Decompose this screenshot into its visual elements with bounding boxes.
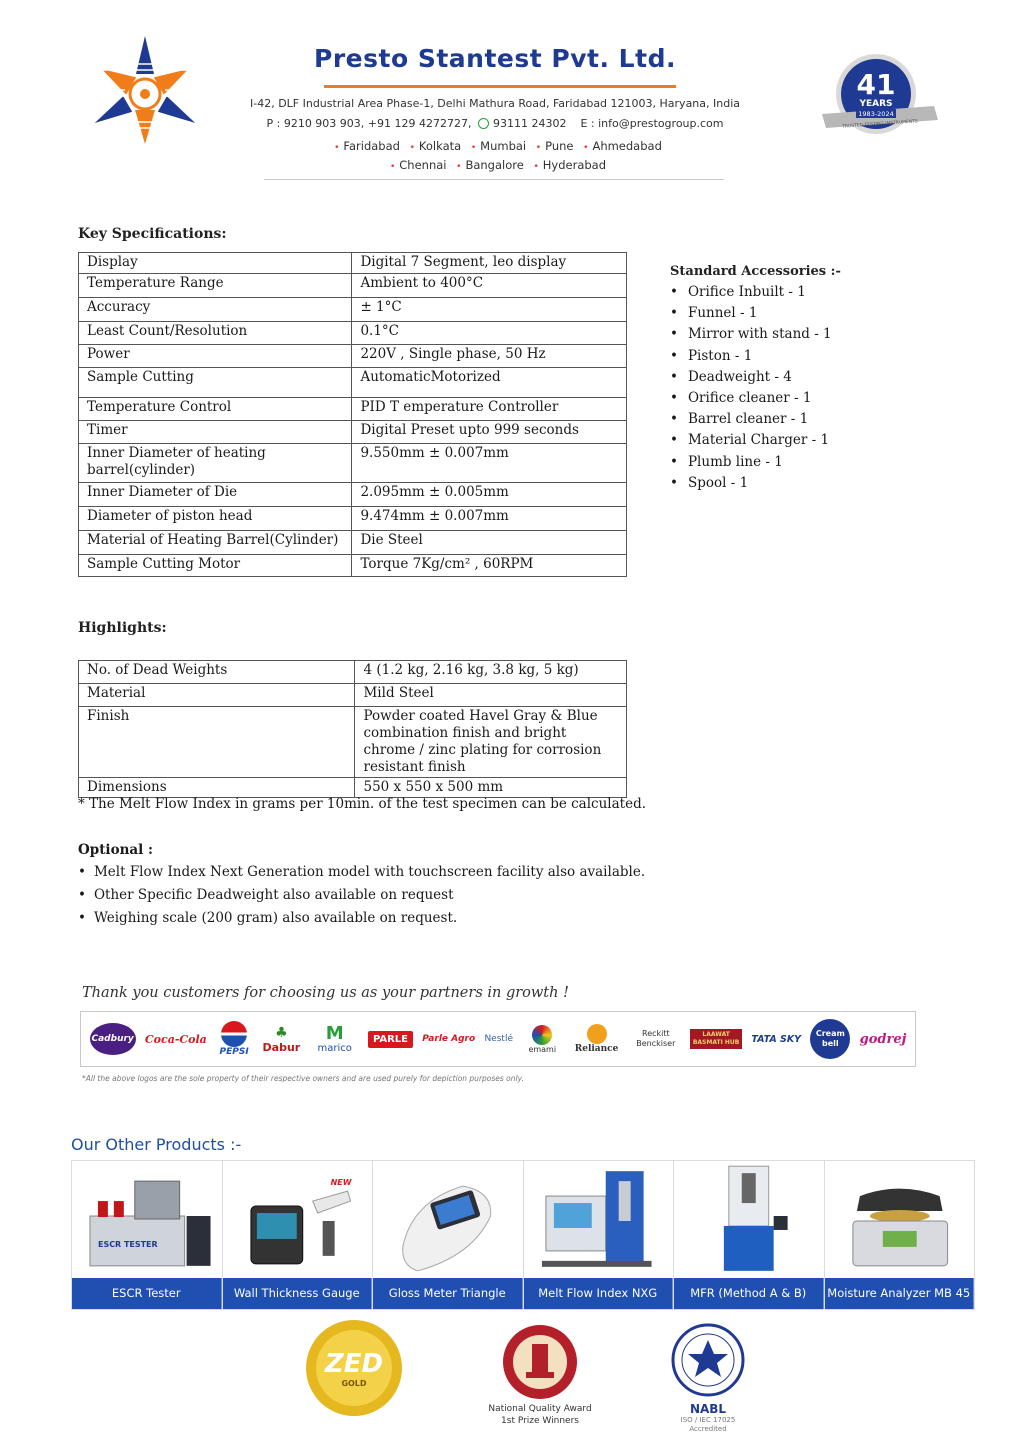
highlight-value: 550 x 550 x 500 mm bbox=[355, 778, 627, 798]
spec-label: Power bbox=[79, 345, 352, 368]
accessory-item: • Spool - 1 bbox=[670, 475, 832, 496]
spec-row bbox=[79, 368, 627, 398]
accessories-title: Standard Accessories :- bbox=[670, 264, 841, 279]
badge-ribbon: TRUSTED TESTING INSTRUMENTS bbox=[842, 119, 918, 130]
accessory-item: • Barrel cleaner - 1 bbox=[670, 411, 832, 432]
wall-thickness-gauge-image bbox=[223, 1161, 373, 1279]
spec-value: Ambient to 400°C bbox=[352, 274, 627, 298]
spec-label: Material of Heating Barrel(Cylinder) bbox=[79, 531, 352, 555]
highlights-title: Highlights: bbox=[78, 620, 167, 636]
badge-years: 1983-2024 bbox=[858, 110, 894, 118]
highlight-row bbox=[79, 684, 627, 707]
city: Hyderabad bbox=[542, 158, 607, 172]
spec-row bbox=[79, 398, 627, 421]
product-card-gloss-meter[interactable] bbox=[373, 1161, 524, 1309]
whatsapp-number: 93111 24302 bbox=[492, 117, 567, 130]
cream-bell-logo: Cream bell bbox=[810, 1019, 850, 1059]
dabur-logo: ♣ Dabur bbox=[262, 1024, 301, 1054]
spec-row bbox=[79, 555, 627, 577]
tata-sky-logo: TATA SKY bbox=[751, 1033, 802, 1045]
spec-row bbox=[79, 421, 627, 444]
spec-value: Digital Preset upto 999 seconds bbox=[352, 421, 627, 444]
accessory-item: • Orifice cleaner - 1 bbox=[670, 390, 832, 411]
laawat-logo: LAAWAT BASMATI HUB bbox=[690, 1029, 742, 1049]
spec-value: Die Steel bbox=[352, 531, 627, 555]
phone-numbers: P : 9210 903 903, +91 129 4272727, bbox=[266, 117, 472, 130]
header-divider bbox=[264, 179, 724, 180]
city: Faridabad bbox=[343, 139, 400, 153]
product-label: Gloss Meter Triangle bbox=[373, 1278, 523, 1309]
accessory-item: • Funnel - 1 bbox=[670, 305, 832, 326]
city: Mumbai bbox=[480, 139, 527, 153]
whatsapp-icon bbox=[478, 118, 489, 129]
national-quality-award-line-1: National Quality Award bbox=[488, 1404, 592, 1414]
nestle-logo: Nestlé bbox=[484, 1034, 513, 1044]
zed-gold-award-icon bbox=[302, 1316, 406, 1420]
accessory-item: • Deadweight - 4 bbox=[670, 369, 832, 390]
city: Kolkata bbox=[418, 139, 462, 153]
anniversary-badge-icon bbox=[818, 50, 940, 150]
reliance-logo: Reliance bbox=[572, 1024, 622, 1054]
spec-label: Accuracy bbox=[79, 298, 352, 322]
national-quality-award-emblem-icon bbox=[500, 1322, 580, 1404]
spec-label: Inner Diameter of heating barrel(cylinder) bbox=[79, 444, 352, 483]
spec-label: Diameter of piston head bbox=[79, 507, 352, 531]
svg-text:ZED: ZED bbox=[324, 1349, 384, 1379]
spec-label: Temperature Range bbox=[79, 274, 352, 298]
city: Bangalore bbox=[465, 158, 524, 172]
parle-logo: PARLE bbox=[368, 1031, 413, 1048]
product-label: Wall Thickness Gauge bbox=[223, 1278, 373, 1309]
mfi-note: * The Melt Flow Index in grams per 10min. of the test specimen can be calculated. bbox=[78, 796, 647, 812]
spec-label: Sample Cutting bbox=[79, 368, 352, 398]
coca-cola-logo: Coca-Cola bbox=[144, 1032, 207, 1046]
spec-row bbox=[79, 345, 627, 368]
spec-value: ± 1°C bbox=[352, 298, 627, 322]
escr-tester-image bbox=[72, 1161, 222, 1279]
badge-word: YEARS bbox=[859, 99, 893, 109]
customer-logos-strip bbox=[80, 1011, 916, 1067]
spec-label: Timer bbox=[79, 421, 352, 444]
nabl-line-2: Accredited bbox=[689, 1425, 727, 1433]
product-card-moisture-analyzer[interactable] bbox=[825, 1161, 975, 1309]
mfr-image bbox=[674, 1161, 824, 1279]
highlight-row bbox=[79, 661, 627, 684]
marico-logo: M marico bbox=[317, 1022, 352, 1054]
nabl-label: NABL bbox=[689, 1402, 727, 1416]
optional-list bbox=[78, 864, 645, 933]
spec-row bbox=[79, 253, 627, 274]
optional-item: • Other Specific Deadweight also available on request bbox=[78, 887, 645, 910]
highlight-label: Finish bbox=[79, 707, 355, 778]
product-card-wall-thickness-gauge[interactable] bbox=[223, 1161, 374, 1309]
spec-label: Inner Diameter of Die bbox=[79, 483, 352, 507]
optional-title: Optional : bbox=[78, 842, 153, 858]
product-card-escr-tester[interactable] bbox=[72, 1161, 223, 1309]
accessory-item: • Material Charger - 1 bbox=[670, 432, 832, 453]
spec-value: 220V , Single phase, 50 Hz bbox=[352, 345, 627, 368]
product-label: Moisture Analyzer MB 45 bbox=[825, 1278, 975, 1309]
spec-label: Temperature Control bbox=[79, 398, 352, 421]
spec-row bbox=[79, 483, 627, 507]
spec-label: Sample Cutting Motor bbox=[79, 555, 352, 577]
spec-row bbox=[79, 322, 627, 345]
nabl-line-1: ISO / IEC 17025 bbox=[680, 1416, 736, 1424]
company-address: I-42, DLF Industrial Area Phase-1, Delhi Mathura Road, Faridabad 121003, Haryana, India bbox=[249, 97, 741, 110]
accessory-item: • Orifice Inbuilt - 1 bbox=[670, 284, 832, 305]
highlights-table bbox=[78, 660, 627, 798]
product-label: Melt Flow Index NXG bbox=[524, 1278, 674, 1309]
spec-value: AutomaticMotorized bbox=[352, 368, 627, 398]
header-orange-rule bbox=[324, 85, 676, 88]
moisture-analyzer-image bbox=[825, 1161, 975, 1279]
product-label: ESCR Tester bbox=[72, 1278, 222, 1309]
godrej-logo: godrej bbox=[859, 1031, 907, 1047]
accessory-item: • Piston - 1 bbox=[670, 348, 832, 369]
company-contact bbox=[240, 117, 750, 130]
highlight-row bbox=[79, 707, 627, 778]
spec-value: 9.474mm ± 0.007mm bbox=[352, 507, 627, 531]
product-label: MFR (Method A & B) bbox=[674, 1278, 824, 1309]
highlight-row bbox=[79, 778, 627, 798]
company-name: Presto Stantest Pvt. Ltd. bbox=[314, 44, 676, 73]
spec-label: Display bbox=[79, 253, 352, 274]
parle-agro-logo: Parle Agro bbox=[422, 1034, 476, 1044]
spec-value: 9.550mm ± 0.007mm bbox=[352, 444, 627, 483]
gloss-meter-image bbox=[373, 1161, 523, 1279]
highlight-label: Material bbox=[79, 684, 355, 707]
highlight-label: Dimensions bbox=[79, 778, 355, 798]
spec-row bbox=[79, 274, 627, 298]
key-specs-title: Key Specifications: bbox=[78, 226, 227, 242]
accessories-list bbox=[670, 284, 832, 496]
svg-text:ESCR TESTER: ESCR TESTER bbox=[98, 1239, 158, 1249]
cities-row-2: • Chennai • Bangalore • Hyderabad bbox=[389, 158, 607, 172]
company-logo-star-icon bbox=[86, 32, 204, 150]
cadbury-logo: Cadbury bbox=[90, 1023, 136, 1055]
emami-logo: emami bbox=[522, 1025, 562, 1054]
branch-cities bbox=[240, 138, 750, 176]
optional-item: • Weighing scale (200 gram) also available on request. bbox=[78, 910, 645, 933]
mfi-nxg-image bbox=[524, 1161, 674, 1279]
accessory-item: • Plumb line - 1 bbox=[670, 454, 832, 475]
cities-row-1: • Faridabad • Kolkata • Mumbai • Pune • Ahmedabad bbox=[334, 139, 662, 153]
spec-value: Torque 7Kg/cm² , 60RPM bbox=[352, 555, 627, 577]
product-card-melt-flow-index-nxg[interactable] bbox=[524, 1161, 675, 1309]
nabl-emblem-icon bbox=[668, 1322, 748, 1402]
badge-number: 41 bbox=[856, 68, 896, 101]
city: Pune bbox=[545, 139, 574, 153]
customers-thanks: Thank you customers for choosing us as your partners in growth ! bbox=[82, 985, 569, 1001]
spec-row bbox=[79, 531, 627, 555]
national-quality-award-line-2: 1st Prize Winners bbox=[501, 1416, 579, 1426]
spec-value: PID T emperature Controller bbox=[352, 398, 627, 421]
highlight-value: 4 (1.2 kg, 2.16 kg, 3.8 kg, 5 kg) bbox=[355, 661, 627, 684]
other-products-grid bbox=[71, 1160, 975, 1310]
other-products-title: Our Other Products :- bbox=[71, 1135, 242, 1154]
company-email[interactable]: E : info@prestogroup.com bbox=[580, 117, 724, 130]
city: Ahmedabad bbox=[592, 139, 662, 153]
spec-row bbox=[79, 444, 627, 483]
spec-row bbox=[79, 298, 627, 322]
city: Chennai bbox=[399, 158, 447, 172]
spec-value: Digital 7 Segment, leo display bbox=[352, 253, 627, 274]
pepsi-logo: PEPSI bbox=[216, 1021, 252, 1057]
spec-label: Least Count/Resolution bbox=[79, 322, 352, 345]
optional-item: • Melt Flow Index Next Generation model with touchscreen facility also available. bbox=[78, 864, 645, 887]
spec-row bbox=[79, 507, 627, 531]
svg-text:GOLD: GOLD bbox=[341, 1379, 367, 1388]
product-card-mfr[interactable] bbox=[674, 1161, 825, 1309]
highlight-value: Mild Steel bbox=[355, 684, 627, 707]
accessory-item: • Mirror with stand - 1 bbox=[670, 326, 832, 347]
spec-value: 0.1°C bbox=[352, 322, 627, 345]
highlight-value: Powder coated Havel Gray & Blue combination finish and bright chrome / zinc plating for corrosion resistant finish bbox=[355, 707, 627, 778]
key-specs-table bbox=[78, 252, 627, 577]
svg-text:NEW: NEW bbox=[330, 1178, 352, 1188]
reckitt-logo: Reckitt Benckiser bbox=[636, 1029, 676, 1048]
spec-value: 2.095mm ± 0.005mm bbox=[352, 483, 627, 507]
logos-disclaimer: *All the above logos are the sole property of their respective owners and are used purely for depiction purposes only. bbox=[82, 1074, 524, 1083]
highlight-label: No. of Dead Weights bbox=[79, 661, 355, 684]
